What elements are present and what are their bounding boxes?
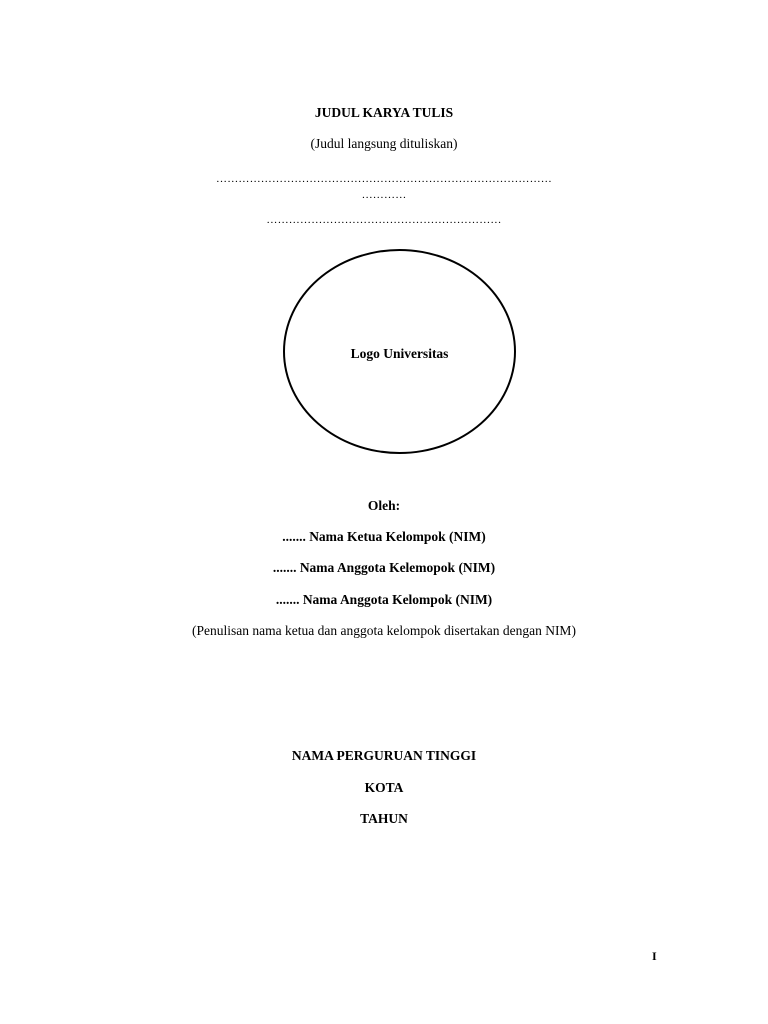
logo-label: Logo Universitas	[350, 346, 449, 361]
title-placeholder-line-2: …………	[361, 189, 407, 201]
document-title: JUDUL KARYA TULIS	[314, 105, 454, 120]
author-member-2: ....... Nama Anggota Kelompok (NIM)	[275, 592, 493, 607]
by-label: Oleh:	[367, 498, 401, 513]
year: TAHUN	[360, 811, 408, 826]
author-note: (Penulisan nama ketua dan anggota kelompok disertakan dengan NIM)	[192, 623, 576, 638]
university-logo-placeholder	[283, 249, 516, 454]
city-name: KOTA	[364, 780, 404, 795]
author-leader: ....... Nama Ketua Kelompok (NIM)	[282, 529, 486, 544]
title-placeholder-line-3: ………………………………………………………	[266, 214, 502, 226]
document-subtitle: (Judul langsung dituliskan)	[310, 136, 458, 151]
institution-name: NAMA PERGURUAN TINGGI	[291, 748, 477, 763]
title-placeholder-line-1: ………………………………………………………………………………	[216, 173, 552, 185]
author-member-1: ....... Nama Anggota Kelemopok (NIM)	[272, 560, 496, 575]
page-number: I	[652, 949, 657, 963]
